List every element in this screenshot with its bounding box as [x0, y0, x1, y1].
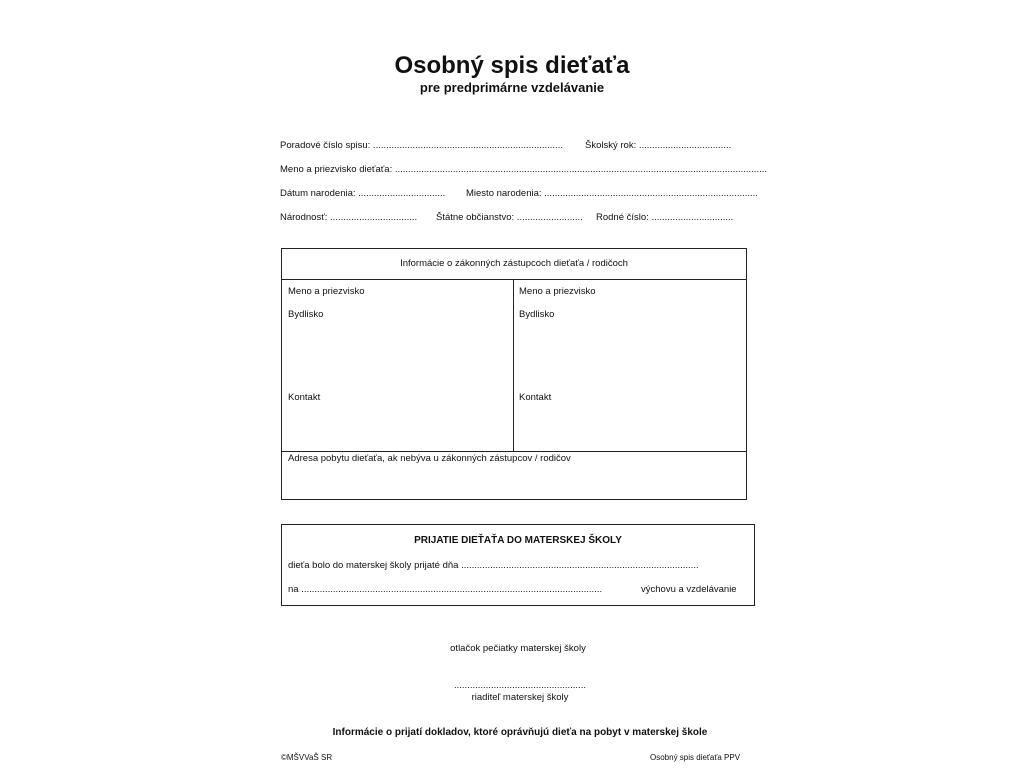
guardian2-contact-label[interactable]: Kontakt: [519, 392, 552, 403]
guardian1-address-label[interactable]: Bydlisko: [288, 309, 324, 320]
field-child-name[interactable]: Meno a priezvisko dieťaťa: .............................................................................................................................................: [280, 164, 768, 175]
field-nationality[interactable]: Národnosť: .................................: [280, 212, 418, 223]
field-citizenship[interactable]: Štátne občianstvo: .........................: [436, 212, 583, 223]
copyright-text: ©MŠVVaŠ SR: [281, 753, 333, 762]
field-school-year[interactable]: Školský rok: ...................................: [585, 140, 732, 151]
signature-line[interactable]: ..................................................: [454, 680, 586, 691]
stamp-label: otlačok pečiatky materskej školy: [450, 643, 586, 654]
guardian2-address-label[interactable]: Bydlisko: [519, 309, 555, 320]
guardians-column-divider: [513, 279, 514, 451]
field-birth-date[interactable]: Dátum narodenia: .................................: [280, 188, 446, 199]
admission-type-suffix: výchovu a vzdelávanie: [641, 584, 737, 595]
form-code-text: Osobný spis dieťaťa PPV: [650, 753, 741, 762]
admission-date-field[interactable]: dieťa bolo do materskej školy prijaté dňa ..........................................................................................: [288, 560, 699, 571]
child-address-label[interactable]: Adresa pobytu dieťaťa, ak nebýva u zákonných zástupcov / rodičov: [288, 453, 571, 464]
director-label: riaditeľ materskej školy: [471, 692, 569, 703]
admission-heading: PRIJATIE DIEŤAŤA DO MATERSKEJ ŠKOLY: [414, 535, 622, 546]
guardians-heading: Informácie o zákonných zástupcoch dieťaťa / rodičoch: [400, 258, 628, 269]
admission-type-field[interactable]: na ..................................................................................................................: [288, 584, 603, 595]
documents-info-heading: Informácie o prijatí dokladov, ktoré oprávňujú dieťa na pobyt v materskej škole: [332, 727, 708, 738]
field-birth-number[interactable]: Rodné číslo: ...............................: [596, 212, 734, 223]
guardians-table: [281, 248, 747, 500]
guardian2-name-label[interactable]: Meno a priezvisko: [519, 286, 596, 297]
page-subtitle: pre predprimárne vzdelávanie: [419, 80, 605, 95]
guardians-heading-divider: [282, 279, 746, 280]
field-birth-place[interactable]: Miesto narodenia: .................................................................................: [466, 188, 758, 199]
field-file-number[interactable]: Poradové číslo spisu: ........................................................................: [280, 140, 563, 151]
page-title: Osobný spis dieťaťa: [394, 52, 630, 79]
guardian1-name-label[interactable]: Meno a priezvisko: [288, 286, 365, 297]
admission-box: [281, 524, 755, 606]
guardians-bottom-divider: [282, 451, 746, 452]
guardian1-contact-label[interactable]: Kontakt: [288, 392, 321, 403]
